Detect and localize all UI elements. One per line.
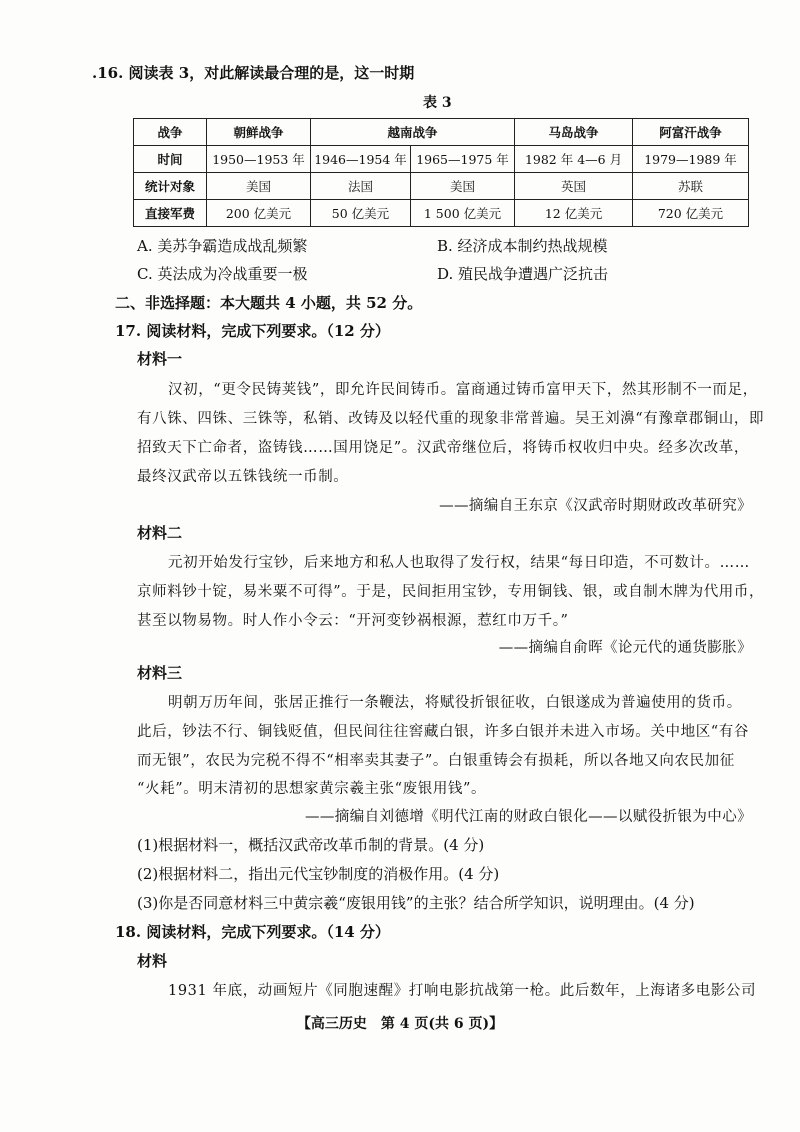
material-2-line: 元初开始发行宝钞，后来地方和私人也取得了发行权，结果“每日印造，不可数计。…… bbox=[168, 555, 750, 571]
table-title: 表 3 bbox=[423, 95, 452, 111]
cost-cell: 12 亿美元 bbox=[515, 200, 633, 227]
cost-cell: 1 500 亿美元 bbox=[411, 200, 515, 227]
subject-cell: 法国 bbox=[311, 173, 411, 200]
q16-stem: .16. 阅读表 3，对此解读最合理的是，这一时期 bbox=[92, 64, 415, 82]
row-label-war: 战争 bbox=[134, 119, 207, 146]
time-cell: 1965—1975 年 bbox=[411, 146, 515, 173]
row-label-time: 时间 bbox=[134, 146, 207, 173]
material-1-source: ——摘编自王东京《汉武帝时期财政改革研究》 bbox=[439, 498, 752, 514]
material-3-line: 此后，钞法不行、铜钱贬值，但民间往往窖藏白银，许多白银并未进入市场。关中地区“有谷 bbox=[137, 724, 750, 740]
option-b: B. 经济成本制约热战规模 bbox=[437, 237, 608, 255]
material-2-source: ——摘编自俞晖《论元代的通货膨胀》 bbox=[498, 640, 752, 656]
material-3-source: ——摘编自刘德增《明代江南的财政白银化——以赋役折银为中心》 bbox=[305, 809, 752, 825]
material-3-title: 材料三 bbox=[137, 664, 183, 682]
war-cost-table bbox=[133, 118, 749, 227]
section-heading: 二、非选择题：本大题共 4 小题，共 52 分。 bbox=[115, 294, 423, 312]
q18-stem: 18. 阅读材料，完成下列要求。（14 分） bbox=[115, 923, 390, 941]
option-a: A. 美苏争霸造成战乱频繁 bbox=[137, 237, 308, 255]
table-row bbox=[134, 119, 749, 146]
cost-cell: 720 亿美元 bbox=[633, 200, 749, 227]
subject-cell: 英国 bbox=[515, 173, 633, 200]
q18-material-title: 材料 bbox=[137, 952, 168, 970]
table-row bbox=[134, 146, 749, 173]
material-3-line: 而无银”，农民为完税不得不“相率卖其妻子”。白银重铸会有损耗，所以各地又向农民加征 bbox=[137, 753, 735, 769]
material-1-line: 有八铢、四铢、三铢等，私销、改铸及以轻代重的现象非常普遍。吴王刘濞“有豫章郡铜山，即 bbox=[137, 411, 765, 427]
material-1-title: 材料一 bbox=[137, 350, 183, 368]
time-cell: 1950—1953 年 bbox=[207, 146, 311, 173]
time-cell: 1979—1989 年 bbox=[633, 146, 749, 173]
requirement-2: (2)根据材料二，指出元代宝钞制度的消极作用。(4 分) bbox=[137, 865, 500, 883]
option-c: C. 英法成为冷战重要一极 bbox=[137, 265, 308, 283]
material-1-line: 最终汉武帝以五铢钱统一币制。 bbox=[137, 469, 349, 485]
subject-cell: 美国 bbox=[411, 173, 515, 200]
row-label-subject: 统计对象 bbox=[134, 173, 207, 200]
war-korea: 朝鲜战争 bbox=[207, 119, 311, 146]
row-label-cost: 直接军费 bbox=[134, 200, 207, 227]
subject-cell: 苏联 bbox=[633, 173, 749, 200]
material-2-line: 京师料钞十锭，易米粟不可得”。于是，民间拒用宝钞，专用铜钱、银，或自制木牌为代用币， bbox=[137, 584, 765, 600]
table-row bbox=[134, 173, 749, 200]
requirement-3: (3)你是否同意材料三中黄宗羲“废银用钱”的主张？结合所学知识，说明理由。(4 分) bbox=[137, 894, 695, 912]
cost-cell: 50 亿美元 bbox=[311, 200, 411, 227]
cost-cell: 200 亿美元 bbox=[207, 200, 311, 227]
material-3-line: “火耗”。明末清初的思想家黄宗羲主张“废银用钱”。 bbox=[137, 781, 487, 797]
material-1-line: 招致天下亡命者，盗铸钱……国用饶足”。汉武帝继位后，将铸币权收归中央。经多次改革， bbox=[137, 440, 750, 456]
q17-stem: 17. 阅读材料，完成下列要求。（12 分） bbox=[115, 322, 390, 340]
war-falklands: 马岛战争 bbox=[515, 119, 633, 146]
table-row bbox=[134, 200, 749, 227]
time-cell: 1982 年 4—6 月 bbox=[515, 146, 633, 173]
war-vietnam: 越南战争 bbox=[311, 119, 515, 146]
material-2-title: 材料二 bbox=[137, 524, 183, 542]
war-afghanistan: 阿富汗战争 bbox=[633, 119, 749, 146]
time-cell: 1946—1954 年 bbox=[311, 146, 411, 173]
page-footer: 【高三历史 第 4 页(共 6 页)】 bbox=[296, 1016, 504, 1032]
material-2-line: 甚至以物易物。时人作小令云：“开河变钞祸根源，惹红巾万千。” bbox=[137, 613, 569, 629]
requirement-1: (1)根据材料一，概括汉武帝改革币制的背景。(4 分) bbox=[137, 836, 485, 854]
material-1-line: 汉初，“更令民铸荚钱”，即允许民间铸币。富商通过铸币富甲天下，然其形制不一而足， bbox=[168, 382, 758, 398]
q18-material-line: 1931 年底，动画短片《同胞速醒》打响电影抗战第一枪。此后数年，上海诸多电影公司 bbox=[168, 983, 757, 999]
subject-cell: 美国 bbox=[207, 173, 311, 200]
material-3-line: 明朝万历年间，张居正推行一条鞭法，将赋役折银征收，白银遂成为普遍使用的货币。 bbox=[168, 695, 742, 711]
option-d: D. 殖民战争遭遇广泛抗击 bbox=[437, 265, 609, 283]
